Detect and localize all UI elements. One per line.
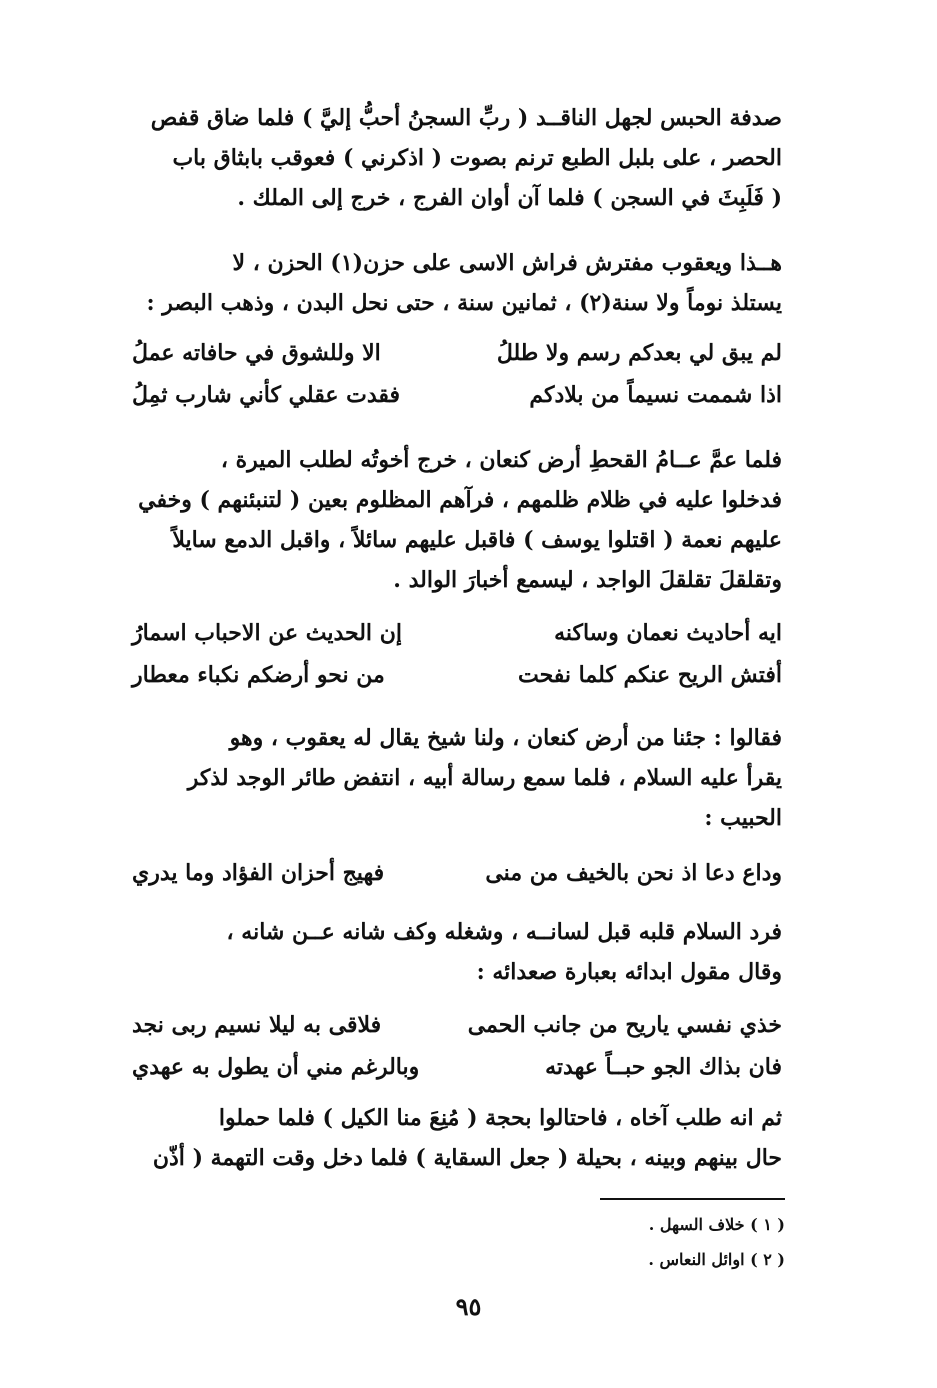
- verse-block-3: [132, 860, 782, 902]
- verse-block-2: [132, 620, 782, 704]
- text-line: فدخلوا عليه في ظلام ظلمهم ، فرآهم المظلوم بعين ( لتنبئنهم ) وخفي: [138, 487, 782, 513]
- verse-hemistich-left: فهيج أحزان الفؤاد وما يدري: [132, 860, 385, 886]
- verse-hemistich-left: وبالرغم مني أن يطول به عهدي: [132, 1054, 420, 1080]
- text-line: وقال مقول ابدائه بعبارة صعدائه :: [476, 959, 782, 985]
- text-line: ( فَلَبِثَ في السجن ) فلما آن أوان الفرج ، خرج إلى الملك .: [237, 185, 782, 211]
- text-line: يستلذ نوماً ولا سنة(٢) ، ثمانين سنة ، حتى نحل البدن ، وذهب البصر :: [146, 290, 782, 316]
- text-line: ثم انه طلب آخاه ، فاحتالوا بحجة ( مُنِعَ منا الكيل ) فلما حملوا: [218, 1105, 782, 1131]
- paragraph-5: [132, 912, 782, 992]
- text-line: فقالوا : جئنا من أرض كنعان ، ولنا شيخ يقال له يعقوب ، وهو: [229, 725, 782, 751]
- verse-line: [132, 662, 782, 704]
- page-number: ٩٥: [455, 1292, 482, 1321]
- text-line: حال بينهم وبينه ، بحيلة ( جعل السقاية ) فلما دخل وقت التهمة ( أذّن: [152, 1145, 782, 1171]
- verse-hemistich-right: خذي نفسي ياريح من جانب الحمى: [467, 1012, 782, 1038]
- verse-hemistich-right: وداع دعا اذ نحن بالخيف من منى: [485, 860, 782, 886]
- footnote-1: ( ١ ) خلاف السهل .: [648, 1215, 785, 1234]
- verse-hemistich-right: أفتش الريح عنكم كلما نفحت: [517, 662, 782, 688]
- verse-hemistich-left: الا وللشوق في حافاته عملُ: [132, 340, 381, 366]
- verse-block-1: [132, 340, 782, 424]
- footnote-divider: [600, 1198, 785, 1200]
- verse-hemistich-right: فان بذاك الجو حبــاً عهدته: [545, 1054, 782, 1080]
- footnote-2: ( ٢ ) اوائل النعاس .: [648, 1250, 785, 1269]
- verse-line: [132, 860, 782, 902]
- verse-line: [132, 340, 782, 382]
- paragraph-4: [132, 718, 782, 838]
- verse-line: [132, 382, 782, 424]
- text-line: يقرأ عليه السلام ، فلما سمع رسالة أبيه ، انتفض طائر الوجد لذكر: [187, 765, 782, 791]
- verse-hemistich-right: اذا شممت نسيماً من بلادكم: [529, 382, 782, 408]
- paragraph-2: [132, 243, 782, 323]
- text-line: فلما عمَّ عــامُ القحطِ أرض كنعان ، خرج أخوتُه لطلب الميرة ،: [220, 447, 782, 473]
- text-line: وتقلقلَ تقلقلَ الواجد ، ليسمع أخبارَ الوالد .: [393, 567, 782, 593]
- text-line: صدفة الحبس لجهل الناقــد ( ربِّ السجنُ أحبُّ إليَّ ) فلما ضاق قفص: [150, 105, 782, 131]
- text-line: فرد السلام قلبه قبل لسانــه ، وشغله وكف شانه عــن شانه ،: [226, 919, 782, 945]
- paragraph-1: [132, 98, 782, 218]
- verse-line: [132, 620, 782, 662]
- verse-hemistich-left: إن الحديث عن الاحباب اسمارُ: [132, 620, 402, 646]
- text-line: الحصر ، على بلبل الطبع ترنم بصوت ( اذكرني ) فعوقب بابثاق باب: [172, 145, 782, 171]
- paragraph-6: [132, 1098, 782, 1178]
- verse-hemistich-right: ايه أحاديث نعمان وساكنه: [554, 620, 782, 646]
- paragraph-3: [132, 440, 782, 600]
- verse-hemistich-left: فقدت عقلي كأني شارب ثمِلُ: [132, 382, 401, 408]
- verse-hemistich-left: من نحو أرضكم نكباء معطار: [132, 662, 385, 688]
- verse-hemistich-right: لم يبق لي بعدكم رسم ولا طللُ: [496, 340, 782, 366]
- verse-hemistich-left: فلاقى به ليلا نسيم ربى نجد: [132, 1012, 382, 1038]
- verse-line: [132, 1012, 782, 1054]
- text-line: الحبيب :: [704, 805, 782, 831]
- text-line: عليهم نعمة ( اقتلوا يوسف ) فاقبل عليهم سائلاً ، واقبل الدمع سايلاً: [172, 527, 782, 553]
- verse-block-4: [132, 1012, 782, 1096]
- verse-line: [132, 1054, 782, 1096]
- text-line: هــذا ويعقوب مفترش فراش الاسى على حزن(١) الحزن ، لا: [232, 250, 782, 276]
